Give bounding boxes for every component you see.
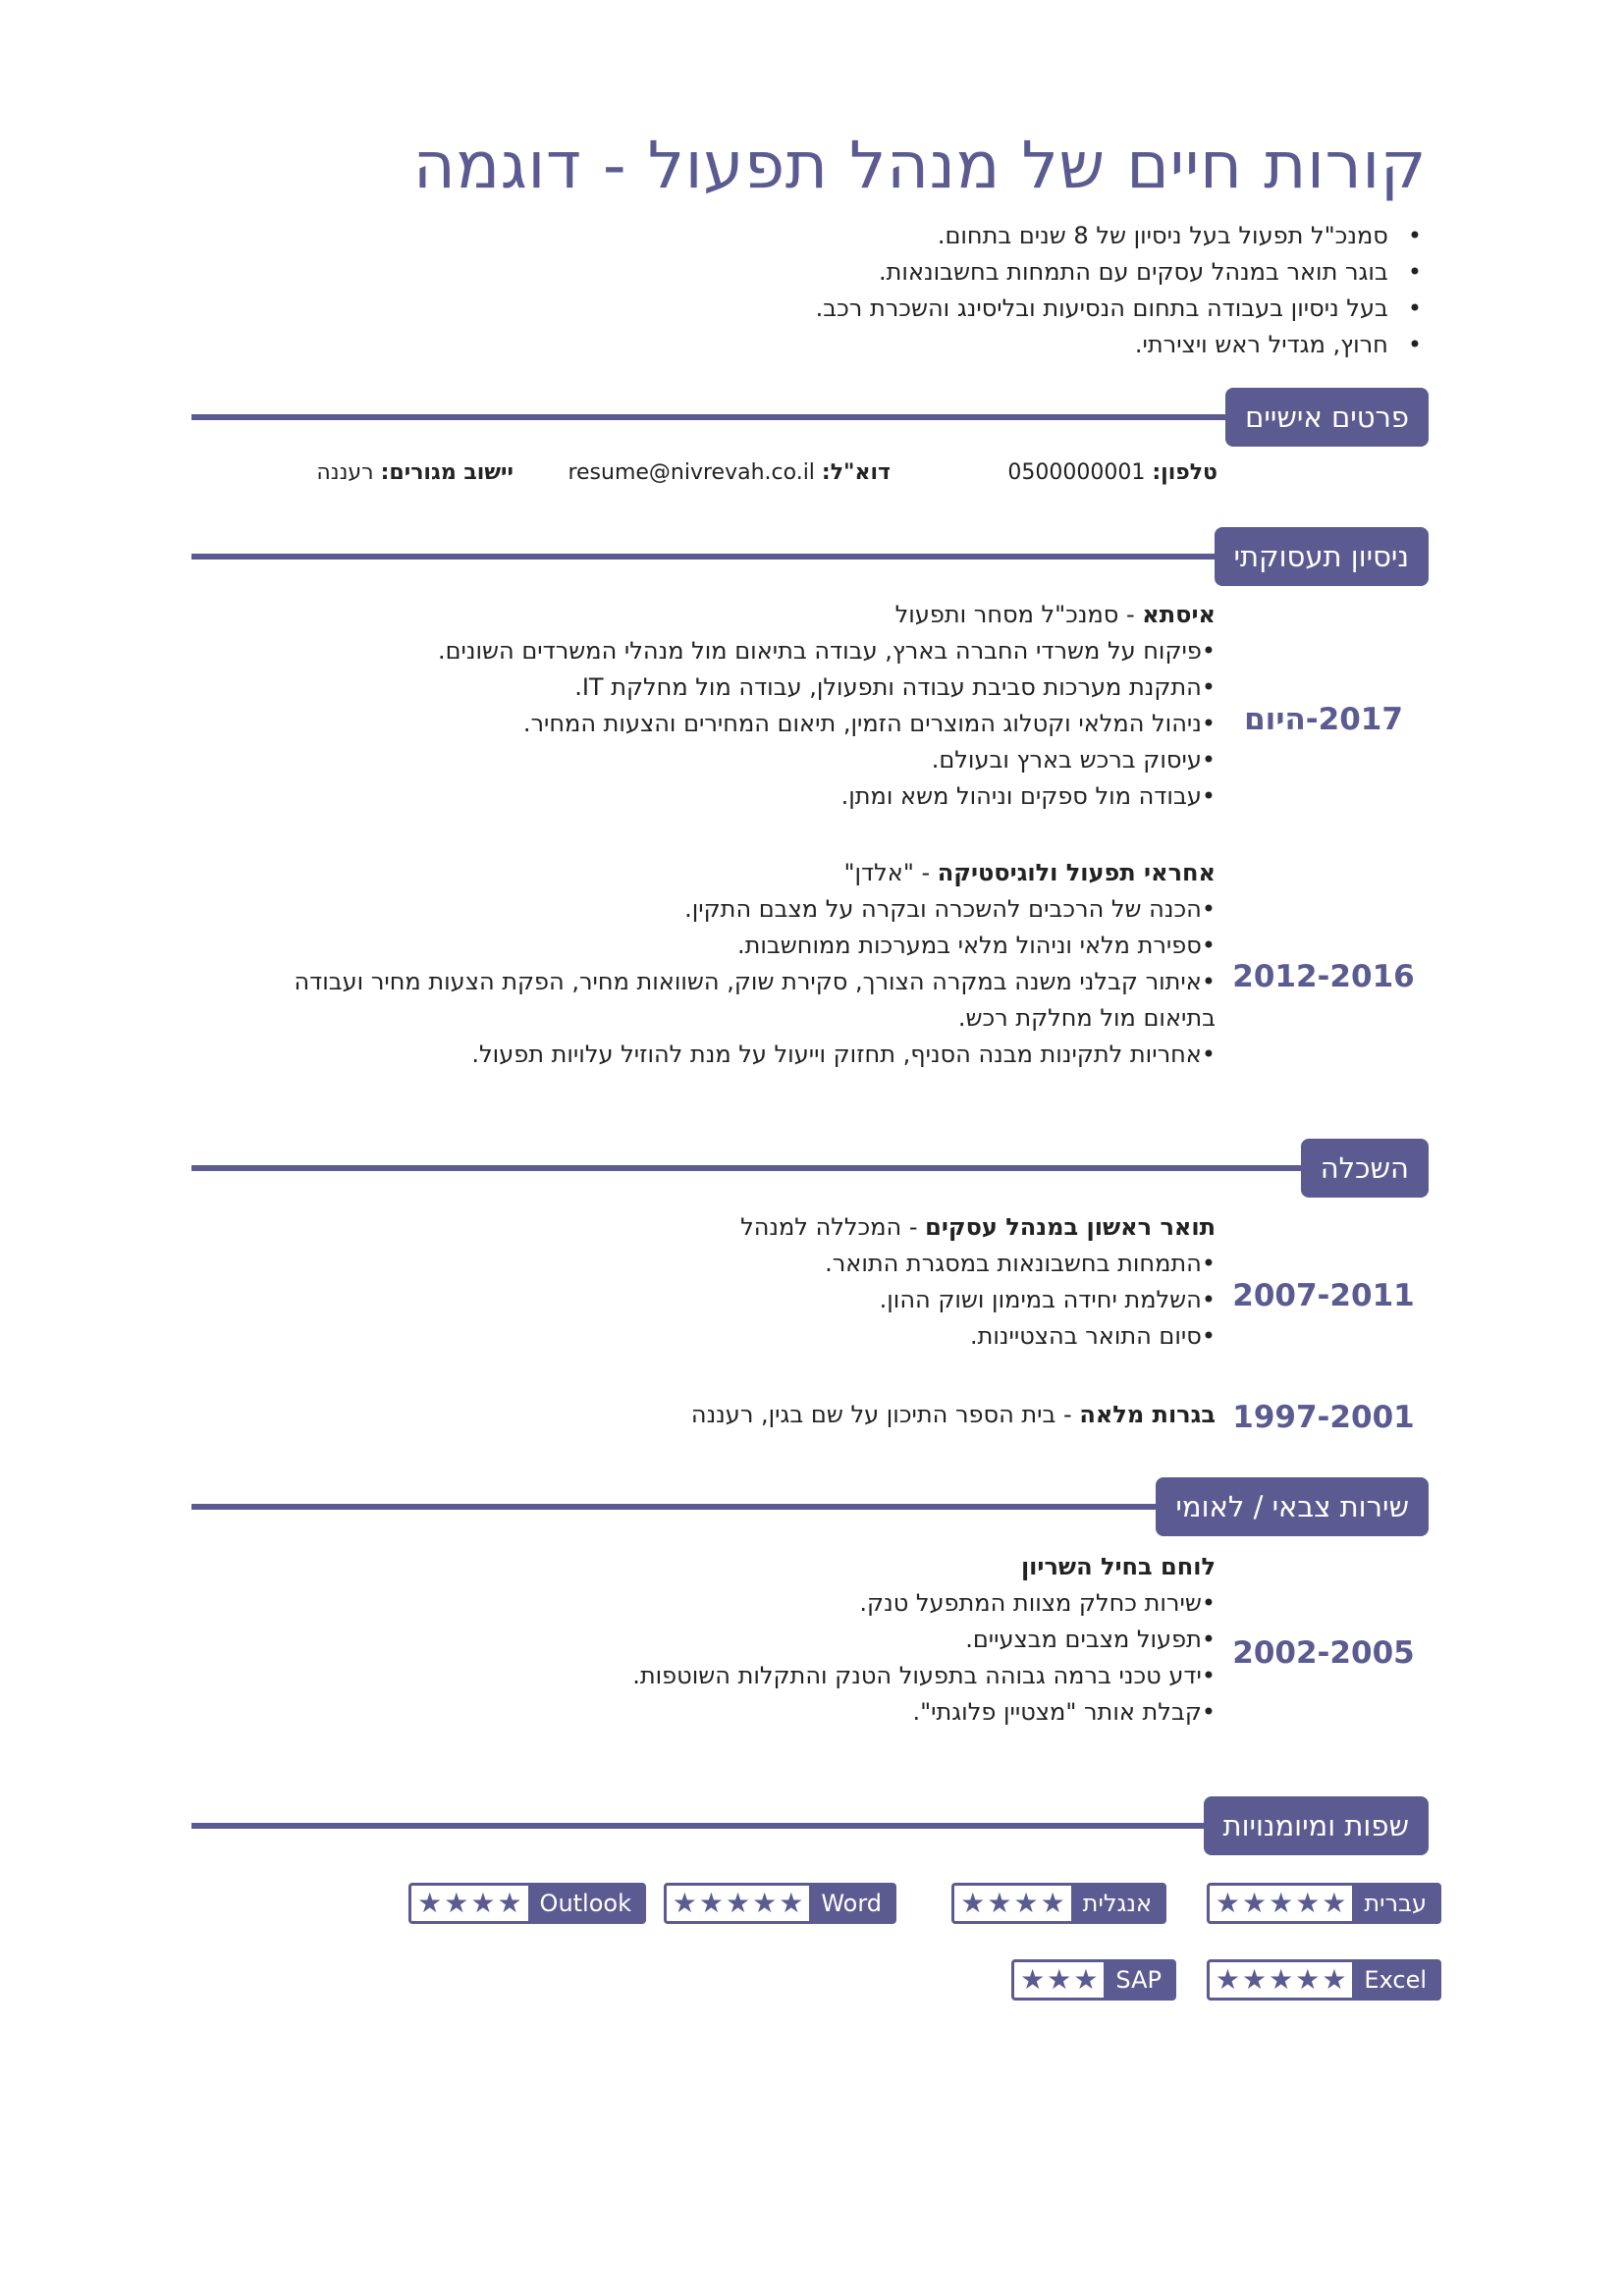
skill-badge (1207, 1959, 1441, 2001)
star-icon: ★ (417, 1887, 443, 1919)
skill-rating (1014, 1962, 1104, 1998)
summary-item: • חרוץ, מגדיל ראש ויצירתי. (816, 327, 1422, 363)
experience-entry (438, 597, 1216, 815)
entry-items (740, 1246, 1216, 1355)
list-item: • ניהול המלאי וקטלוג המוצרים הזמין, תיאום המחירים והצעות המחיר. (438, 706, 1216, 742)
star-icon: ★ (1295, 1887, 1321, 1919)
section-title: פרטים אישיים (1225, 388, 1429, 447)
entry-title: לוחם בחיל השריון (1020, 1553, 1216, 1580)
star-icon: ★ (987, 1887, 1012, 1919)
entry-subtitle: - סמנכ"ל מסחר ותפעול (894, 601, 1143, 628)
city-value: רעננה (316, 460, 374, 485)
entry-items (438, 633, 1216, 815)
star-icon: ★ (960, 1887, 986, 1919)
skill-name: Outlook (528, 1886, 643, 1921)
list-item: • הכנה של הרכבים להשכרה ובקרה על מצבם התקין. (273, 891, 1216, 928)
experience-entry (273, 855, 1216, 1073)
section-title: שירות צבאי / לאומי (1156, 1477, 1429, 1536)
email-value: resume@nivrevah.co.il (568, 460, 815, 485)
star-icon: ★ (1013, 1887, 1039, 1919)
star-icon: ★ (1215, 1887, 1240, 1919)
section-title: שפות ומיומנויות (1204, 1796, 1429, 1855)
star-icon: ★ (470, 1887, 496, 1919)
list-item: • איתור קבלני משנה במקרה הצורך, סקירת שוק, השוואות מחיר, הפקת הצעות מחיר ועבודה בתיאום מול מחלקת רכש. (273, 964, 1216, 1037)
skill-name: Excel (1352, 1962, 1438, 1998)
skill-name: SAP (1104, 1962, 1173, 1998)
entry-heading (273, 855, 1216, 891)
star-icon: ★ (672, 1887, 697, 1919)
email-label: דוא"ל: (821, 460, 891, 485)
star-icon: ★ (779, 1887, 804, 1919)
education-years: 2007-2011 (1232, 1278, 1415, 1313)
star-icon: ★ (1269, 1963, 1294, 1996)
skill-badge (951, 1883, 1166, 1924)
entry-items (273, 891, 1216, 1073)
military-years: 2002-2005 (1232, 1635, 1415, 1671)
section-title: ניסיון תעסוקתי (1215, 527, 1429, 586)
list-item: • התקנת מערכות סביבת עבודה ותפעולן, עבודה מול מחלקת IT. (438, 669, 1216, 706)
star-icon: ★ (444, 1887, 469, 1919)
star-icon: ★ (497, 1887, 522, 1919)
experience-years: 2017-היום (1244, 702, 1403, 737)
star-icon: ★ (1073, 1963, 1099, 1996)
education-entry (740, 1209, 1216, 1355)
star-icon: ★ (1295, 1963, 1321, 1996)
list-item: • תפעול מצבים מבצעיים. (632, 1622, 1216, 1658)
star-icon: ★ (752, 1887, 778, 1919)
skill-name: עברית (1352, 1886, 1438, 1921)
list-item: • התמחות בחשבונאות במסגרת התואר. (740, 1246, 1216, 1282)
section-divider (191, 1165, 1399, 1171)
star-icon: ★ (1040, 1887, 1065, 1919)
summary-item: • סמנכ"ל תפעול בעל ניסיון של 8 שנים בתחום. (816, 218, 1422, 254)
skill-badge (408, 1883, 646, 1924)
page-title: קורות חיים של מנהל תפעול - דוגמה (412, 128, 1427, 203)
entry-items (632, 1585, 1216, 1731)
star-icon: ★ (1020, 1963, 1046, 1996)
list-item: • אחריות לתקינות מבנה הסניף, תחזוק וייעול על מנת להוזיל עלויות תפעול. (273, 1037, 1216, 1073)
list-item: • השלמת יחידה במימון ושוק ההון. (740, 1282, 1216, 1318)
phone-label: טלפון: (1152, 460, 1217, 485)
list-item: • ספירת מלאי וניהול מלאי במערכות ממוחשבות. (273, 928, 1216, 964)
entry-heading (438, 597, 1216, 633)
entry-title: תואר ראשון במנהל עסקים (925, 1213, 1216, 1241)
summary-item: • בוגר תואר במנהל עסקים עם התמחות בחשבונאות. (816, 254, 1422, 291)
skill-rating (1210, 1886, 1353, 1921)
star-icon: ★ (1322, 1887, 1347, 1919)
section-experience (191, 527, 1429, 586)
entry-title: איסתא (1142, 601, 1216, 628)
list-item: • עיסוק ברכש בארץ ובעולם. (438, 742, 1216, 778)
skill-name: אנגלית (1071, 1886, 1163, 1921)
skill-badge (1011, 1959, 1176, 2001)
entry-subtitle: - בית הספר התיכון על שם בגין, רעננה (690, 1401, 1080, 1428)
list-item: • פיקוח על משרדי החברה בארץ, עבודה בתיאום מול מנהלי המשרדים השונים. (438, 633, 1216, 669)
star-icon: ★ (1047, 1963, 1072, 1996)
entry-heading (740, 1209, 1216, 1246)
entry-subtitle: - המכללה למנהל (740, 1213, 926, 1241)
skill-badge (1207, 1883, 1441, 1924)
star-icon: ★ (1322, 1963, 1347, 1996)
entry-title: אחראי תפעול ולוגיסטיקה (937, 859, 1216, 886)
contact-phone (1007, 455, 1217, 491)
military-entry (632, 1549, 1216, 1731)
experience-years: 2012-2016 (1232, 959, 1415, 994)
summary-list (816, 218, 1422, 363)
star-icon: ★ (1241, 1963, 1268, 1996)
section-military (191, 1477, 1429, 1536)
entry-heading (691, 1397, 1216, 1433)
list-item: • עבודה מול ספקים וניהול משא ומתן. (438, 778, 1216, 815)
city-label: יישוב מגורים: (380, 460, 514, 485)
skill-rating (411, 1886, 527, 1921)
skill-rating (1210, 1962, 1353, 1998)
star-icon: ★ (1241, 1887, 1268, 1919)
skill-badge (664, 1883, 896, 1924)
education-years: 1997-2001 (1232, 1400, 1415, 1435)
education-entry (691, 1397, 1216, 1433)
star-icon: ★ (1269, 1887, 1294, 1919)
section-title: השכלה (1301, 1139, 1429, 1198)
list-item: • שירות כחלק מצוות המתפעל טנק. (632, 1585, 1216, 1622)
skill-rating (954, 1886, 1070, 1921)
star-icon: ★ (725, 1887, 751, 1919)
section-education (191, 1139, 1429, 1198)
entry-heading (632, 1549, 1216, 1585)
entry-title: בגרות מלאה (1079, 1401, 1216, 1428)
entry-subtitle: - "אלדן" (843, 859, 938, 886)
contact-city (316, 455, 514, 491)
list-item: • ידע טכני ברמה גבוהה בתפעול הטנק והתקלות השוטפות. (632, 1658, 1216, 1694)
star-icon: ★ (1215, 1963, 1240, 1996)
section-divider (191, 414, 1399, 420)
phone-value: 0500000001 (1007, 460, 1146, 485)
skill-name: Word (809, 1886, 893, 1921)
list-item: • קבלת אותר "מצטיין פלוגתי". (632, 1694, 1216, 1731)
skill-rating (667, 1886, 810, 1921)
section-personal (191, 388, 1429, 447)
list-item: • סיום התואר בהצטיינות. (740, 1318, 1216, 1355)
section-skills (191, 1796, 1429, 1855)
star-icon: ★ (698, 1887, 724, 1919)
summary-item: • בעל ניסיון בעבודה בתחום הנסיעות ובליסינג והשכרת רכב. (816, 291, 1422, 327)
contact-email (568, 455, 891, 491)
